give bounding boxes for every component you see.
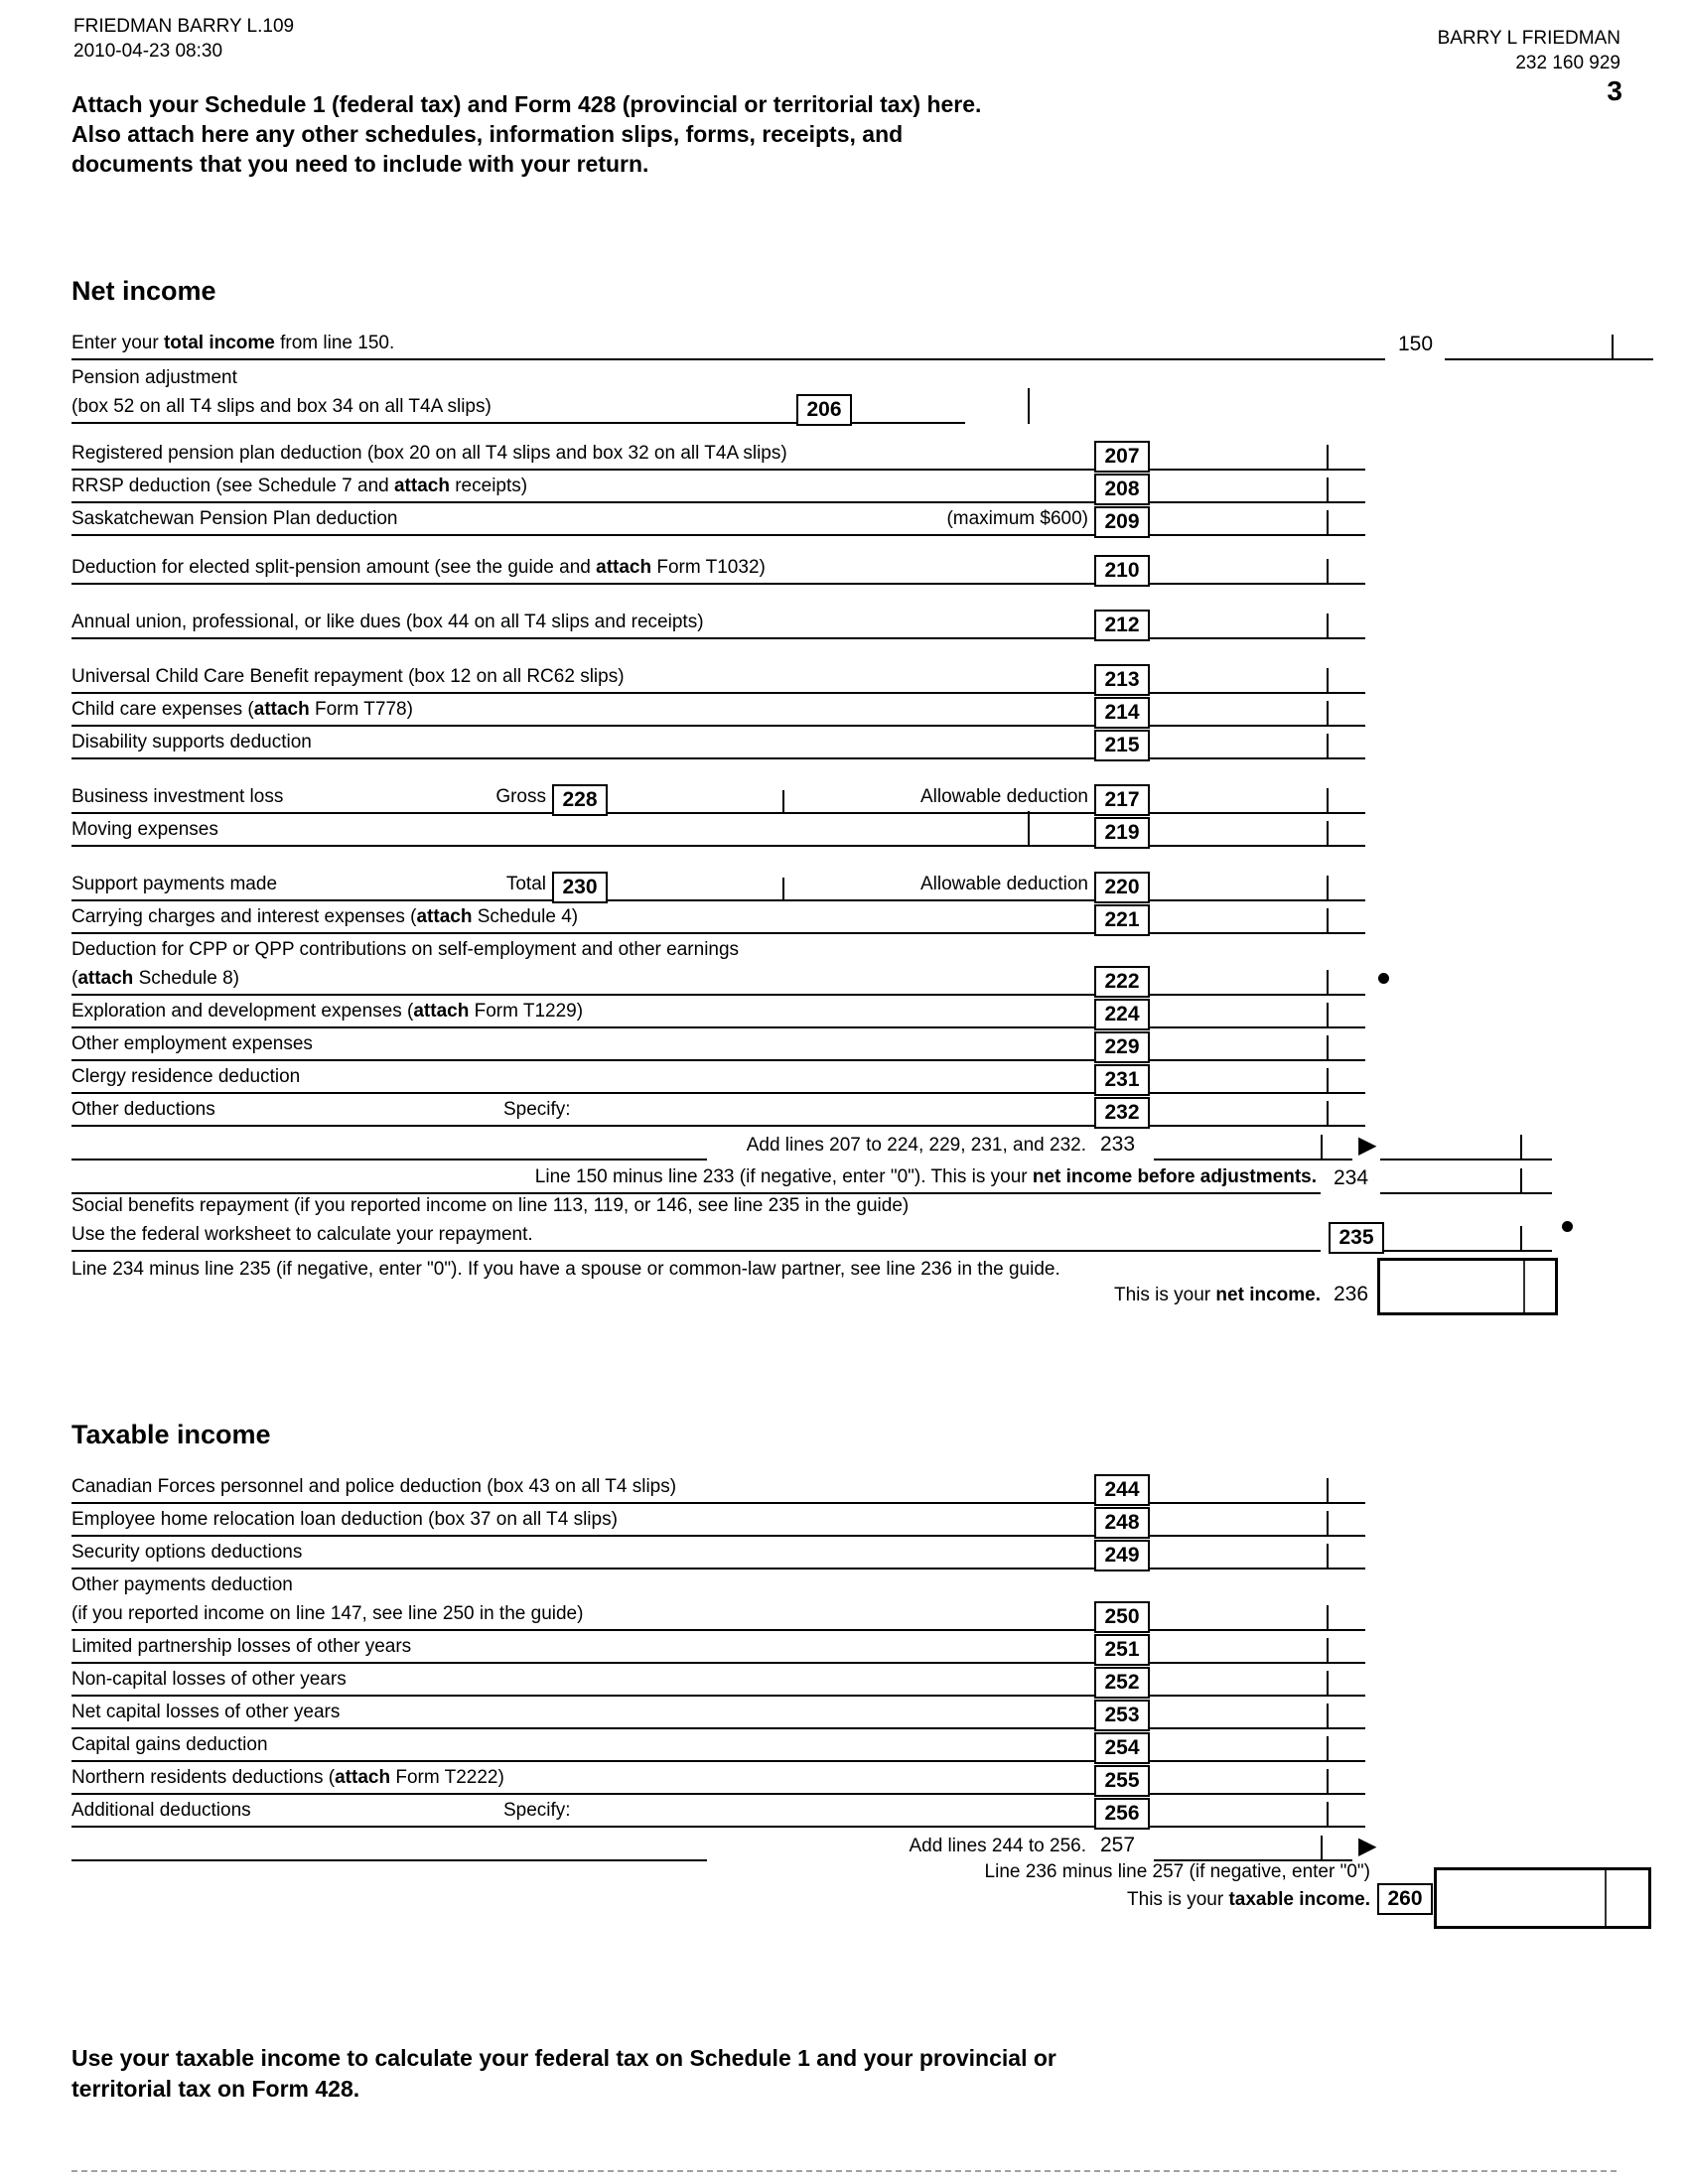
- taxpayer-name: BARRY L FRIEDMAN: [1437, 28, 1620, 49]
- line-251-box: 251: [1094, 1634, 1150, 1666]
- line-212-amount-field[interactable]: [1150, 605, 1365, 639]
- line-235-label-cell: [71, 1192, 1321, 1252]
- attach-instructions-line: Attach your Schedule 1 (federal tax) and Form 428 (provincial or territorial tax) here.: [71, 91, 982, 117]
- form-row-221: [71, 901, 1620, 934]
- line-221-amount-field[interactable]: [1150, 899, 1365, 934]
- line-232-box: 232: [1094, 1097, 1150, 1129]
- cents-divider: [1327, 1511, 1329, 1535]
- line-215-box: 215: [1094, 730, 1150, 761]
- line-215-label: Disability supports deduction: [71, 732, 312, 752]
- line-257-amount-field[interactable]: [1154, 1826, 1352, 1861]
- form-row-150: [71, 328, 1620, 360]
- cents-divider: [782, 878, 784, 899]
- cents-divider: [1327, 701, 1329, 725]
- form-row-224: [71, 996, 1620, 1028]
- form-row-252: [71, 1664, 1620, 1697]
- cents-divider: [1327, 1638, 1329, 1662]
- cents-divider: [1327, 1769, 1329, 1793]
- line-208-amount-field[interactable]: [1150, 469, 1365, 503]
- form-row-207: [71, 438, 1620, 471]
- line-256-label: Additional deductions: [71, 1800, 251, 1821]
- line-252-label-cell: [71, 1662, 1094, 1697]
- line-213-label-cell: [71, 659, 1094, 694]
- line-222-label2: (attach Schedule 8): [71, 968, 239, 989]
- line-212-box: 212: [1094, 610, 1150, 641]
- cents-divider: [1327, 559, 1329, 583]
- line-210-amount-field[interactable]: [1150, 550, 1365, 585]
- line-235-label: Social benefits repayment (if you reported income on line 113, 119, or 146, see line 235 in the guide): [71, 1195, 910, 1216]
- form-row-250: [71, 1570, 1620, 1631]
- line-250-box: 250: [1094, 1601, 1150, 1633]
- form-row-217: [71, 781, 1620, 814]
- line-219-amount-field[interactable]: [1150, 812, 1365, 847]
- line-254-amount-field[interactable]: [1150, 1727, 1365, 1762]
- form-row-212: [71, 607, 1620, 639]
- line-220-amount-field[interactable]: [1150, 867, 1365, 901]
- taxable-income-section: [0, 1420, 1688, 1919]
- line-249-label: Security options deductions: [71, 1542, 303, 1563]
- line-249-box: 249: [1094, 1540, 1150, 1571]
- line-253-box: 253: [1094, 1700, 1150, 1731]
- line-256-box: 256: [1094, 1798, 1150, 1830]
- line-252-box: 252: [1094, 1667, 1150, 1699]
- form-row-220: [71, 869, 1620, 901]
- form-row-244: [71, 1471, 1620, 1504]
- cents-divider: [1605, 1870, 1607, 1926]
- line-244-label: Canadian Forces personnel and police deduction (box 43 on all T4 slips): [71, 1476, 677, 1497]
- line-219-box: 219: [1094, 817, 1150, 849]
- form-row-233: [71, 1127, 1620, 1160]
- line-224-amount-field[interactable]: [1150, 994, 1365, 1028]
- line-150-number: 150: [1398, 333, 1434, 355]
- line-260-box: 260: [1377, 1883, 1433, 1915]
- line-254-box: 254: [1094, 1732, 1150, 1764]
- line-230-box: 230: [552, 872, 608, 903]
- line-220-allowable-label: Allowable deduction: [919, 874, 1088, 894]
- printed-header: [73, 14, 294, 64]
- form-row-260: [71, 1861, 1620, 1919]
- footer-instructions: [71, 2043, 1056, 2105]
- footer-instructions-line: Use your taxable income to calculate your federal tax on Schedule 1 and your provincial or: [71, 2045, 1056, 2071]
- line-150-label: Enter your total income from line 150.: [71, 333, 395, 353]
- line-235-amount-field[interactable]: [1384, 1192, 1552, 1252]
- form-row-235: [71, 1194, 1620, 1252]
- column-divider: [1028, 811, 1030, 847]
- line-249-label-cell: [71, 1535, 1094, 1570]
- line-229-label: Other employment expenses: [71, 1033, 313, 1054]
- line-251-label-cell: [71, 1629, 1094, 1664]
- line-250-label-cell: [71, 1568, 1094, 1631]
- cents-divider: [1327, 1704, 1329, 1727]
- line-255-amount-field[interactable]: [1150, 1760, 1365, 1795]
- taxable-income-rows: [0, 1471, 1688, 1919]
- cents-divider: [1327, 510, 1329, 534]
- taxpayer-sin: 232 160 929: [1515, 53, 1620, 73]
- cents-divider: [1327, 1736, 1329, 1760]
- form-row-231: [71, 1061, 1620, 1094]
- cents-divider: [1321, 1135, 1323, 1159]
- line-236-label2: This is your net income.: [1114, 1285, 1321, 1305]
- form-row-232: [71, 1094, 1620, 1127]
- line-219-label: Moving expenses: [71, 819, 218, 840]
- form-row-236: [71, 1252, 1620, 1311]
- line-253-label-cell: [71, 1695, 1094, 1729]
- line-150-amount-field[interactable]: [1445, 326, 1653, 360]
- line-233-number: 233: [1100, 1133, 1136, 1156]
- cents-divider: [1327, 1101, 1329, 1125]
- line-231-label-cell: [71, 1059, 1094, 1094]
- line-252-amount-field[interactable]: [1150, 1662, 1365, 1697]
- line-207-box: 207: [1094, 441, 1150, 473]
- line-209-amount-field[interactable]: [1150, 501, 1365, 536]
- line-229-amount-field[interactable]: [1150, 1026, 1365, 1061]
- line-234-label: Line 150 minus line 233 (if negative, enter "0"). This is your net income before adjustments.: [534, 1166, 1317, 1187]
- printed-name: FRIEDMAN BARRY L.109: [73, 16, 295, 37]
- line-232-amount-field[interactable]: [1150, 1092, 1365, 1127]
- line-255-label-cell: [71, 1760, 1094, 1795]
- cents-divider: [1327, 821, 1329, 845]
- form-row-213: [71, 661, 1620, 694]
- cents-divider: [1327, 478, 1329, 501]
- line-253-amount-field[interactable]: [1150, 1695, 1365, 1729]
- line-208-label: RRSP deduction (see Schedule 7 and attach receipts): [71, 476, 528, 496]
- line-256-label-cell: [71, 1793, 1094, 1828]
- arrow-right-icon: ▶: [1358, 1833, 1377, 1859]
- attach-instructions-line: Also attach here any other schedules, information slips, forms, receipts, and: [71, 121, 904, 147]
- line-231-label: Clergy residence deduction: [71, 1066, 301, 1087]
- form-row-248: [71, 1504, 1620, 1537]
- line-229-label-cell: [71, 1026, 1094, 1061]
- line-260-amount-field[interactable]: [1434, 1867, 1651, 1929]
- line-208-box: 208: [1094, 474, 1150, 505]
- line-214-label-cell: [71, 692, 1094, 727]
- line-210-label: Deduction for elected split-pension amount (see the guide and attach Form T1032): [71, 557, 766, 578]
- line-251-amount-field[interactable]: [1150, 1629, 1365, 1664]
- cents-divider: [1327, 1035, 1329, 1059]
- line-219-label-cell: [71, 812, 1094, 847]
- line-234-amount-field[interactable]: [1380, 1159, 1552, 1194]
- line-232-label-cell: [71, 1092, 1094, 1127]
- line-234-number: 234: [1334, 1166, 1369, 1189]
- form-row-219: [71, 814, 1620, 847]
- line-214-label: Child care expenses (attach Form T778): [71, 699, 413, 720]
- cents-divider: [1327, 668, 1329, 692]
- line-234-label-cell: [71, 1159, 1321, 1194]
- form-row-215: [71, 727, 1620, 759]
- cents-divider: [1327, 1068, 1329, 1092]
- line-206-label: Pension adjustment: [71, 367, 237, 388]
- line-256-amount-field[interactable]: [1150, 1793, 1365, 1828]
- attach-instructions-line: documents that you need to include with your return.: [71, 151, 649, 177]
- arrow-right-icon: ▶: [1358, 1132, 1377, 1159]
- form-row-209: [71, 503, 1620, 536]
- footer-instructions-line: territorial tax on Form 428.: [71, 2076, 360, 2102]
- line-221-label-cell: [71, 899, 1094, 934]
- form-row-222: [71, 934, 1620, 996]
- line-257-label: Add lines 244 to 256.: [909, 1836, 1086, 1856]
- attach-instructions: [71, 89, 981, 179]
- page-number: 3: [1607, 75, 1622, 106]
- page-bottom-scanline: [71, 2170, 1617, 2172]
- line-209-box: 209: [1094, 506, 1150, 538]
- line-214-amount-field[interactable]: [1150, 692, 1365, 727]
- column-divider: [1028, 388, 1030, 424]
- cents-divider: [1327, 1802, 1329, 1826]
- line-250-label2: (if you reported income on line 147, see line 250 in the guide): [71, 1603, 584, 1624]
- cents-divider: [1612, 335, 1614, 358]
- cents-divider: [1327, 734, 1329, 757]
- line-248-amount-field[interactable]: [1150, 1502, 1365, 1537]
- line-222-label: Deduction for CPP or QPP contributions on self-employment and other earnings: [71, 939, 740, 960]
- cents-divider: [1520, 1135, 1522, 1159]
- bullet-dot: [1562, 1221, 1573, 1232]
- form-row-210: [71, 552, 1620, 585]
- line-244-amount-field[interactable]: [1150, 1469, 1365, 1504]
- line-232-specify-label: Specify:: [503, 1099, 571, 1120]
- line-250-label: Other payments deduction: [71, 1574, 293, 1595]
- line-217-box: 217: [1094, 784, 1150, 816]
- form-row-234: [71, 1160, 1620, 1194]
- form-row-253: [71, 1697, 1620, 1729]
- line-150-label-cell: [71, 326, 1385, 360]
- line-206-label-cell: [71, 358, 796, 424]
- cents-divider: [1327, 614, 1329, 637]
- line-254-label-cell: [71, 1727, 1094, 1762]
- line-257-number: 257: [1100, 1834, 1136, 1856]
- form-row-229: [71, 1028, 1620, 1061]
- line-220-box: 220: [1094, 872, 1150, 903]
- line-207-amount-field[interactable]: [1150, 436, 1365, 471]
- line-221-box: 221: [1094, 904, 1150, 936]
- line-248-box: 248: [1094, 1507, 1150, 1539]
- form-row-256: [71, 1795, 1620, 1828]
- taxpayer-header: [1438, 26, 1620, 75]
- line-221-label: Carrying charges and interest expenses (attach Schedule 4): [71, 906, 579, 927]
- line-208-label-cell: [71, 469, 1094, 503]
- line-229-box: 229: [1094, 1031, 1150, 1063]
- printed-datetime: 2010-04-23 08:30: [73, 41, 223, 62]
- form-row-254: [71, 1729, 1620, 1762]
- line-236-amount-field[interactable]: [1377, 1258, 1558, 1315]
- line-207-label-cell: [71, 436, 1094, 471]
- cents-divider: [1327, 788, 1329, 812]
- line-222-box: 222: [1094, 966, 1150, 998]
- bullet-dot: [1378, 973, 1389, 984]
- line-209-label: Saskatchewan Pension Plan deduction: [71, 508, 398, 529]
- line-209-label-cell: [71, 501, 1094, 536]
- line-217-allowable-label: Allowable deduction: [919, 786, 1088, 807]
- cents-divider: [1327, 445, 1329, 469]
- form-row-257: [71, 1828, 1620, 1861]
- form-row-208: [71, 471, 1620, 503]
- line-222-label-cell: [71, 932, 1094, 996]
- line-212-label-cell: [71, 605, 1094, 639]
- line-233-total-field[interactable]: [1380, 1125, 1552, 1160]
- line-214-box: 214: [1094, 697, 1150, 729]
- line-236-number: 236: [1334, 1283, 1369, 1305]
- line-233-amount-field[interactable]: [1154, 1125, 1352, 1160]
- net-income-section: [0, 276, 1688, 1311]
- net-income-rows: [0, 328, 1688, 1311]
- line-252-label: Non-capital losses of other years: [71, 1669, 347, 1690]
- cents-divider: [1327, 1478, 1329, 1502]
- line-206-box: 206: [796, 394, 852, 426]
- line-217-amount-field[interactable]: [1150, 779, 1365, 814]
- cents-divider: [1327, 970, 1329, 994]
- line-207-label: Registered pension plan deduction (box 20 on all T4 slips and box 32 on all T4A slips): [71, 443, 787, 464]
- line-213-label: Universal Child Care Benefit repayment (box 12 on all RC62 slips): [71, 666, 625, 687]
- line-213-box: 213: [1094, 664, 1150, 696]
- cents-divider: [1327, 1605, 1329, 1629]
- cents-divider: [1327, 1671, 1329, 1695]
- cents-divider: [1520, 1226, 1522, 1250]
- cents-divider: [1520, 1168, 1522, 1192]
- form-row-206: [71, 360, 1620, 424]
- line-220-label: Support payments made: [71, 874, 278, 894]
- line-244-label-cell: [71, 1469, 1094, 1504]
- line-212-label: Annual union, professional, or like dues (box 44 on all T4 slips and receipts): [71, 612, 704, 632]
- line-210-label-cell: [71, 550, 1094, 585]
- cents-divider: [1327, 908, 1329, 932]
- line-215-amount-field[interactable]: [1150, 725, 1365, 759]
- net-income-title: Net income: [71, 276, 216, 306]
- line-236-label: Line 234 minus line 235 (if negative, enter "0"). If you have a spouse or common-law partner, see line 236 in the guide.: [71, 1259, 1060, 1280]
- line-250-amount-field[interactable]: [1150, 1568, 1365, 1631]
- form-row-251: [71, 1631, 1620, 1664]
- line-235-box: 235: [1329, 1222, 1384, 1254]
- line-209-note: (maximum $600): [946, 508, 1088, 529]
- form-row-249: [71, 1537, 1620, 1570]
- line-224-label: Exploration and development expenses (attach Form T1229): [71, 1001, 584, 1022]
- cents-divider: [1321, 1836, 1323, 1859]
- line-249-amount-field[interactable]: [1150, 1535, 1365, 1570]
- line-206-label2: (box 52 on all T4 slips and box 34 on all T4A slips): [71, 396, 492, 417]
- cents-divider: [1327, 876, 1329, 899]
- line-254-label: Capital gains deduction: [71, 1734, 268, 1755]
- line-222-amount-field[interactable]: [1150, 932, 1365, 996]
- line-231-box: 231: [1094, 1064, 1150, 1096]
- line-232-label: Other deductions: [71, 1099, 215, 1120]
- cents-divider: [1327, 1544, 1329, 1568]
- line-224-label-cell: [71, 994, 1094, 1028]
- line-255-label: Northern residents deductions (attach Form T2222): [71, 1767, 504, 1788]
- line-224-box: 224: [1094, 999, 1150, 1030]
- line-255-box: 255: [1094, 1765, 1150, 1797]
- line-217-label: Business investment loss: [71, 786, 284, 807]
- line-256-specify-label: Specify:: [503, 1800, 571, 1821]
- taxable-income-title: Taxable income: [71, 1420, 271, 1449]
- line-230-label: Total: [505, 874, 546, 894]
- line-213-amount-field[interactable]: [1150, 659, 1365, 694]
- line-233-label: Add lines 207 to 224, 229, 231, and 232.: [746, 1135, 1086, 1156]
- cents-divider: [1523, 1261, 1525, 1312]
- line-228-box: 228: [552, 784, 608, 816]
- line-244-box: 244: [1094, 1474, 1150, 1506]
- line-228-label: Gross: [495, 786, 546, 807]
- line-253-label: Net capital losses of other years: [71, 1702, 341, 1722]
- line-248-label-cell: [71, 1502, 1094, 1537]
- form-row-255: [71, 1762, 1620, 1795]
- cents-divider: [1327, 1003, 1329, 1026]
- line-260-label2: This is your taxable income.: [1127, 1889, 1370, 1910]
- cents-divider: [782, 790, 784, 812]
- line-260-label: Line 236 minus line 257 (if negative, enter "0"): [984, 1861, 1370, 1882]
- line-215-label-cell: [71, 725, 1094, 759]
- line-251-label: Limited partnership losses of other years: [71, 1636, 412, 1657]
- line-210-box: 210: [1094, 555, 1150, 587]
- line-235-label2: Use the federal worksheet to calculate your repayment.: [71, 1224, 533, 1245]
- form-row-214: [71, 694, 1620, 727]
- line-231-amount-field[interactable]: [1150, 1059, 1365, 1094]
- line-206-amount-field[interactable]: [852, 358, 965, 424]
- line-248-label: Employee home relocation loan deduction (box 37 on all T4 slips): [71, 1509, 618, 1530]
